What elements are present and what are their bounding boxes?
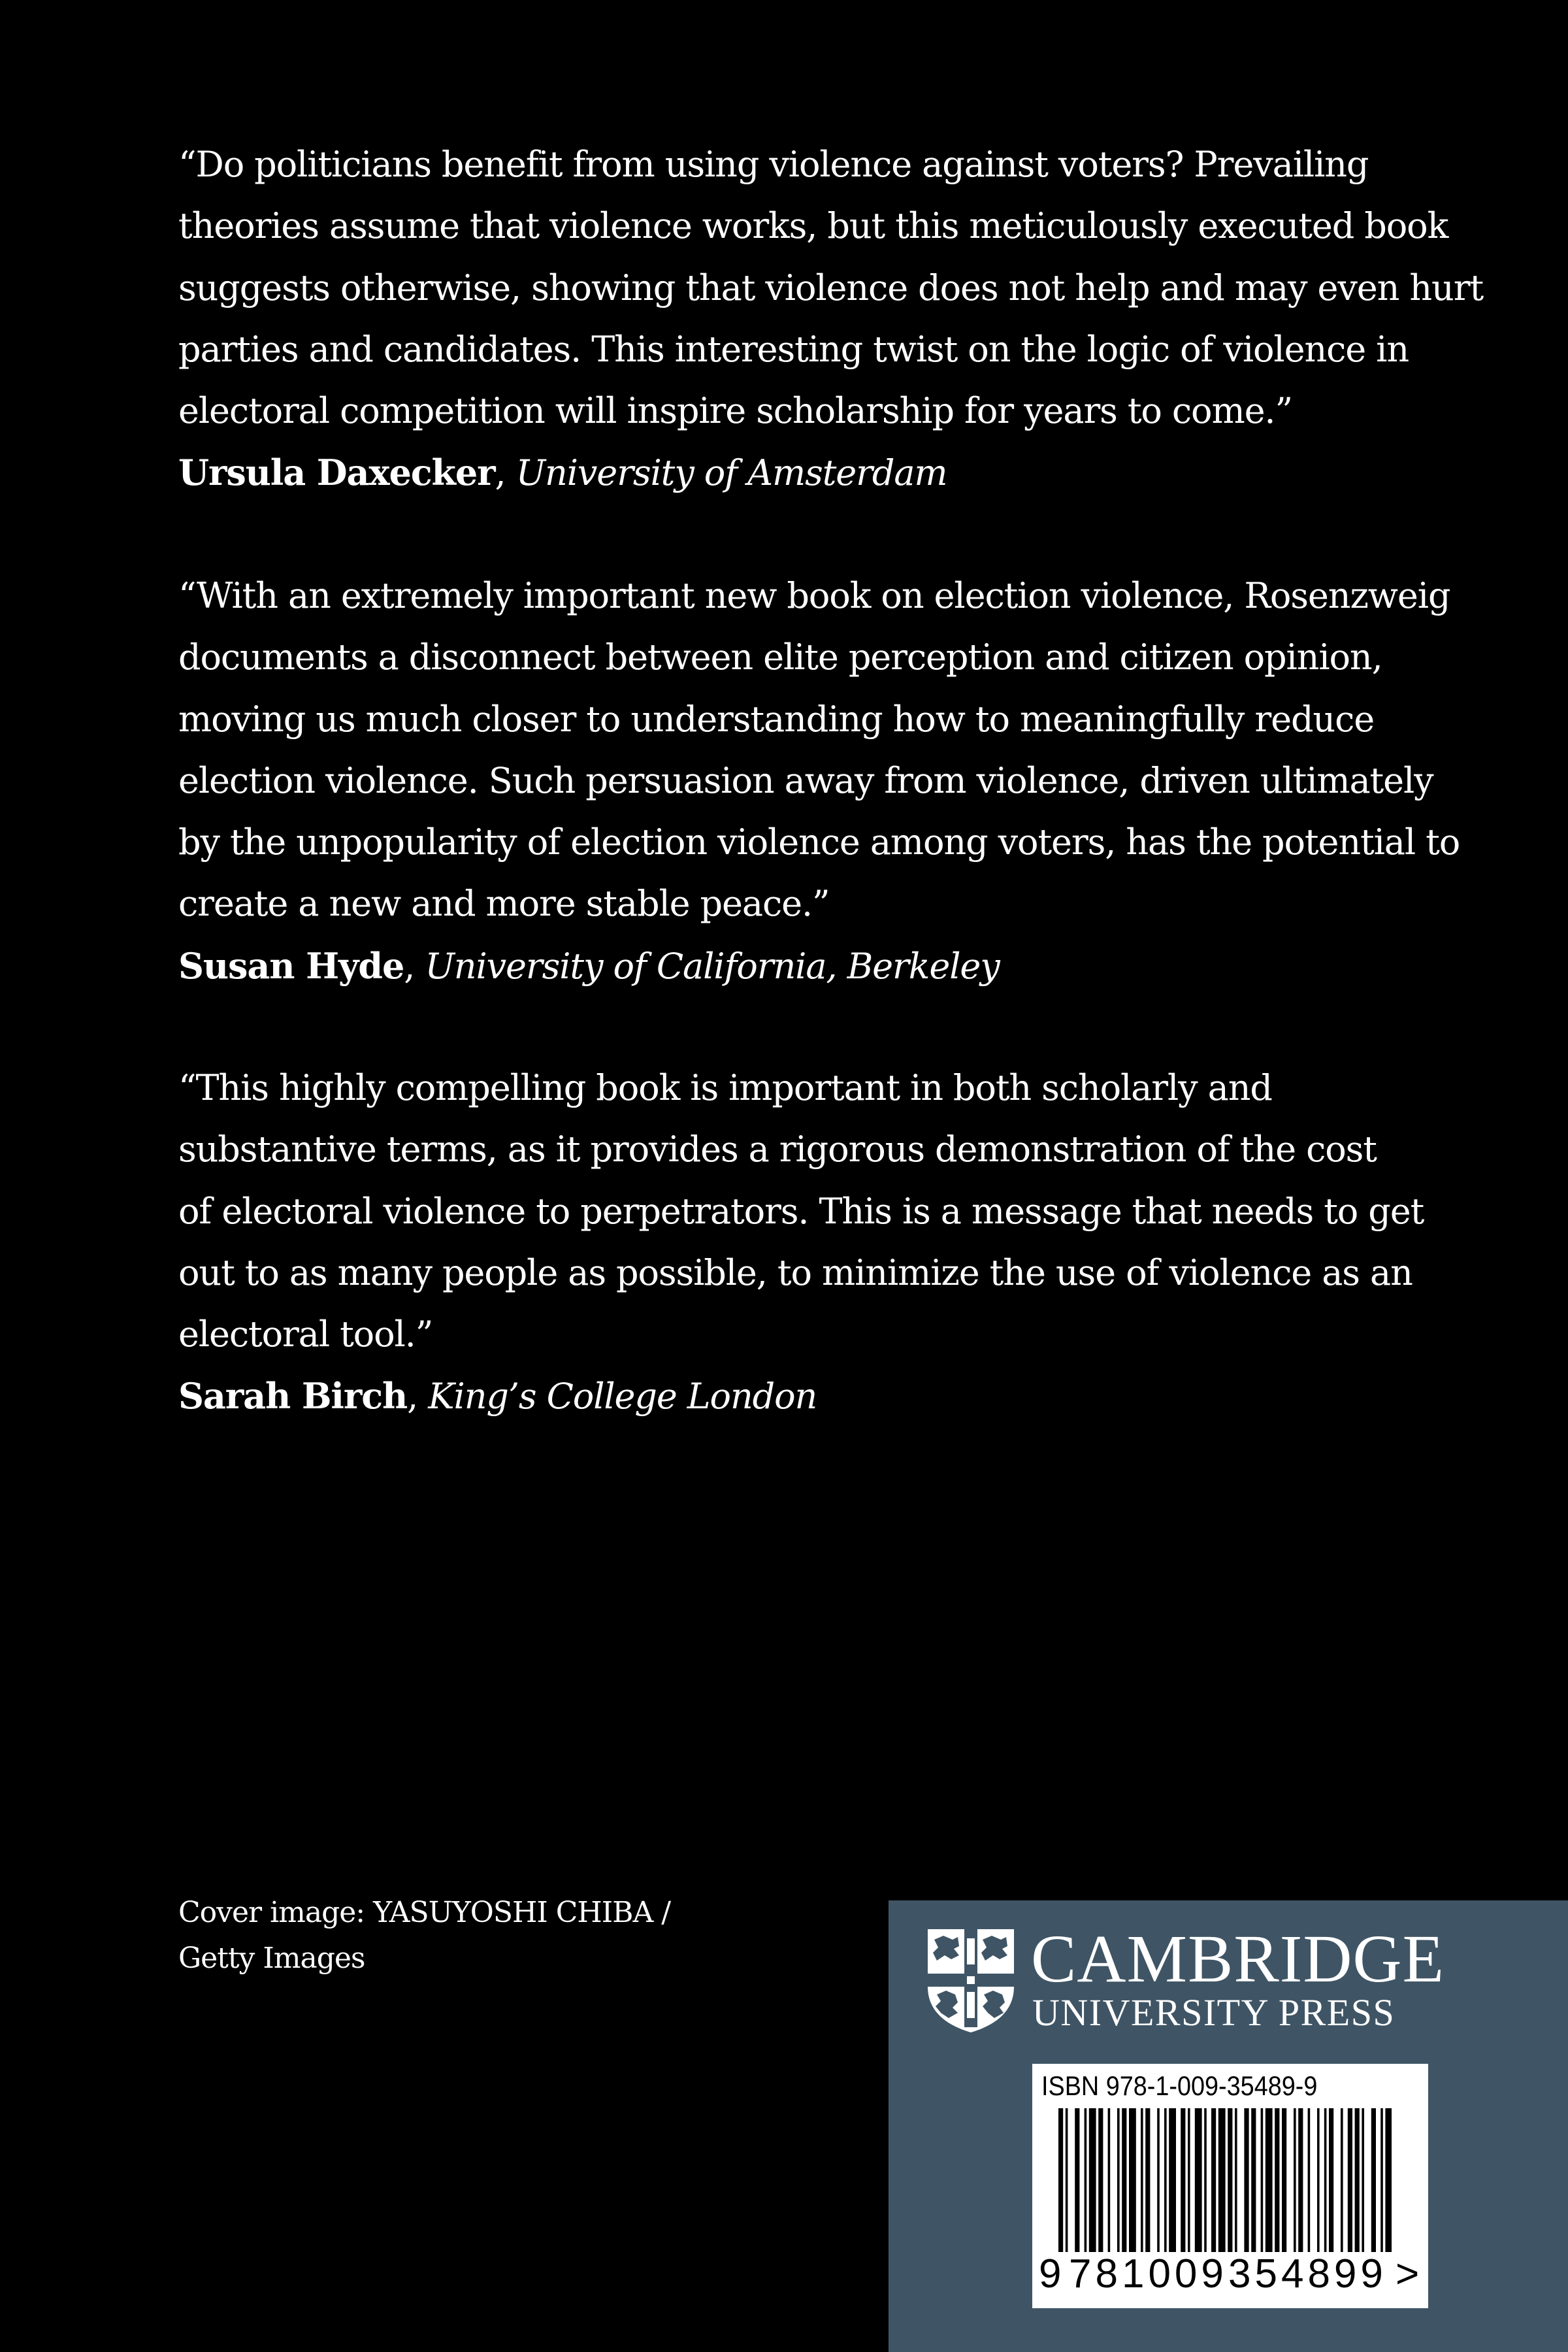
barcode-bar xyxy=(1195,2108,1202,2252)
quote-line: by the unpopularity of election violence among voters, has the potential to xyxy=(178,821,1460,863)
quote-line: out to as many people as possible, to minimize the use of violence as an xyxy=(178,1251,1413,1293)
barcode-bar xyxy=(1244,2108,1249,2252)
barcode-bar xyxy=(1317,2108,1320,2252)
barcode-bar xyxy=(1385,2108,1392,2252)
barcode-bar xyxy=(1085,2108,1087,2252)
barcode-bar xyxy=(1141,2108,1143,2252)
publisher-name: CAMBRIDGE xyxy=(1031,1921,1445,1996)
cambridge-crest-icon xyxy=(925,1927,1017,2035)
barcode-bar xyxy=(1089,2108,1096,2252)
barcode-digit-group: 354899 xyxy=(1228,2251,1387,2296)
barcode-digit-group: 781009 xyxy=(1069,2251,1228,2296)
endorsement-quote-2 xyxy=(178,565,1460,997)
quote-line: theories assume that violence works, but this meticulously executed book xyxy=(178,205,1448,247)
barcode-bar xyxy=(1235,2108,1237,2252)
barcode-bar xyxy=(1228,2108,1232,2252)
attribution-separator: , xyxy=(407,1376,429,1417)
endorser-name: Ursula Daxecker xyxy=(178,452,495,494)
quote-line: electoral tool.” xyxy=(178,1314,433,1355)
publisher-subname: UNIVERSITY PRESS xyxy=(1032,1991,1396,2034)
barcode-bar xyxy=(1058,2108,1063,2252)
barcode-bar xyxy=(1169,2108,1176,2252)
barcode-bars xyxy=(1058,2108,1392,2252)
barcode-bar xyxy=(1181,2108,1185,2252)
quote-line: “This highly compelling book is important in both scholarly and xyxy=(178,1067,1272,1108)
barcode-bar xyxy=(1380,2108,1383,2252)
barcode-bar xyxy=(1275,2108,1279,2252)
endorser-name: Sarah Birch xyxy=(178,1375,408,1417)
quote-attribution xyxy=(178,935,1394,997)
quote-line: “Do politicians benefit from using violence against voters? Prevailing xyxy=(178,144,1369,185)
barcode-bar xyxy=(1371,2108,1376,2252)
barcode-bar xyxy=(1164,2108,1167,2252)
barcode-bar xyxy=(1308,2108,1311,2252)
barcode-bar xyxy=(1218,2108,1226,2252)
credit-line: Getty Images xyxy=(178,1942,365,1975)
barcode-bar xyxy=(1298,2108,1303,2252)
quote-line: substantive terms, as it provides a rigorous demonstration of the cost xyxy=(178,1129,1377,1170)
cover-image-credit xyxy=(178,1890,670,1981)
quote-attribution xyxy=(178,1365,1394,1427)
barcode-bar xyxy=(1355,2108,1360,2252)
attribution-separator: , xyxy=(404,945,425,987)
isbn-label: ISBN 978-1-009-35489-9 xyxy=(1041,2070,1318,2101)
endorsement-quote-3 xyxy=(178,1057,1424,1428)
barcode-bar xyxy=(1282,2108,1286,2252)
barcode-bar xyxy=(1157,2108,1160,2252)
barcode-bar xyxy=(1211,2108,1216,2252)
quote-line: parties and candidates. This interesting twist on the logic of violence in xyxy=(178,328,1409,370)
quote-line: suggests otherwise, showing that violence does not help and may even hurt xyxy=(178,267,1484,308)
barcode-bar xyxy=(1117,2108,1120,2252)
barcode-bar xyxy=(1066,2108,1068,2252)
barcode-bar xyxy=(1122,2108,1126,2252)
endorsement-quote-1 xyxy=(178,134,1484,505)
endorser-affiliation: University of Amsterdam xyxy=(515,452,947,494)
barcode-lead-digit: 9 xyxy=(1039,2251,1062,2296)
barcode-bar xyxy=(1266,2108,1273,2252)
quote-line: “With an extremely important new book on election violence, Rosenzweig xyxy=(178,575,1450,616)
quote-line: electoral competition will inspire scholarship for years to come.” xyxy=(178,390,1292,432)
quote-line: of electoral violence to perpetrators. This is a message that needs to get xyxy=(178,1190,1424,1232)
barcode-bar xyxy=(1329,2108,1333,2252)
barcode-bar xyxy=(1324,2108,1327,2252)
barcode-bar xyxy=(1261,2108,1264,2252)
barcode-bar xyxy=(1108,2108,1111,2252)
publisher-panel xyxy=(889,1900,1568,2352)
barcode-bar xyxy=(1341,2108,1343,2252)
barcode-bar xyxy=(1204,2108,1207,2252)
barcode-bar xyxy=(1294,2108,1296,2252)
credit-line: Cover image: YASUYOSHI CHIBA / xyxy=(178,1896,671,1929)
endorser-affiliation: University of California, Berkeley xyxy=(425,945,1000,987)
quote-attribution xyxy=(178,442,1394,504)
barcode-bar xyxy=(1348,2108,1352,2252)
barcode-bar xyxy=(1188,2108,1190,2252)
attribution-separator: , xyxy=(495,452,516,494)
quote-line: create a new and more stable peace.” xyxy=(178,883,830,925)
endorser-name: Susan Hyde xyxy=(178,944,404,987)
barcode-bar xyxy=(1362,2108,1364,2252)
barcode-bar xyxy=(1098,2108,1103,2252)
barcode-bar xyxy=(1129,2108,1136,2252)
barcode-quiet-zone-arrow: > xyxy=(1396,2251,1420,2296)
barcode-bar xyxy=(1251,2108,1256,2252)
quote-line: moving us much closer to understanding how to meaningfully reduce xyxy=(178,698,1375,740)
quote-line: election violence. Such persuasion away from violence, driven ultimately xyxy=(178,759,1433,801)
barcode-bar xyxy=(1145,2108,1150,2252)
isbn-barcode xyxy=(1032,2064,1428,2308)
endorser-affiliation: King’s College London xyxy=(428,1376,817,1417)
quote-line: documents a disconnect between elite perception and citizen opinion, xyxy=(178,637,1382,678)
barcode-bar xyxy=(1075,2108,1079,2252)
